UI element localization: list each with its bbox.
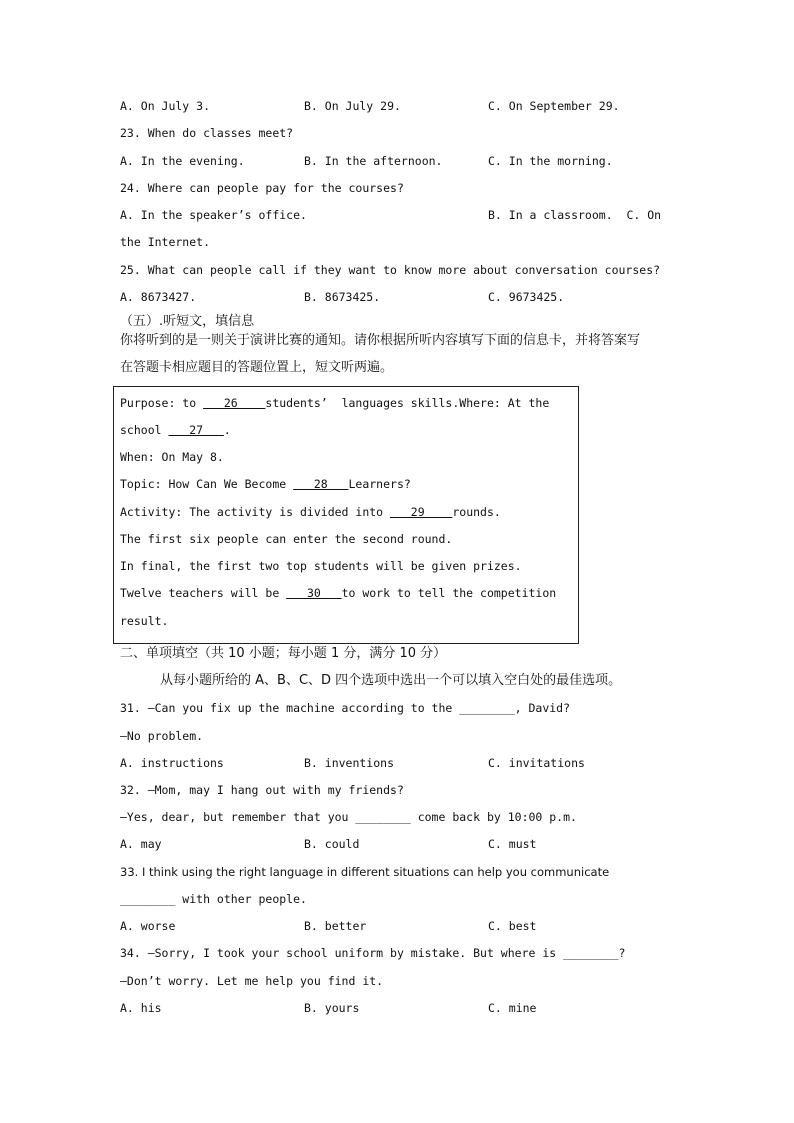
section5-instruction-line2: 在答题卡相应题目的答题位置上，短文听两遍。 — [120, 360, 394, 375]
q32-option-a: A. may — [120, 837, 162, 851]
section5-heading: （五）.听短文，填信息 — [120, 314, 255, 329]
q31-line1: 31. —Can you fix up the machine according to the ________, David? — [120, 701, 571, 715]
q34-line1: 34. —Sorry, I took your school uniform by mistake. But where is ________? — [120, 946, 626, 960]
q24-option-bc: B. In a classroom. C. On — [488, 208, 662, 222]
q25-question: 25. What can people call if they want to know more about conversation courses? — [120, 263, 661, 277]
card-teachers-line — [120, 585, 556, 601]
card-activity-line — [120, 504, 501, 520]
card-teachers-suffix: to work to tell the competition — [341, 586, 557, 600]
q32-option-b: B. could — [304, 837, 360, 851]
q31-line2: —No problem. — [120, 729, 204, 743]
card-teachers-prefix: Twelve teachers will be — [120, 586, 287, 600]
q34-option-c: C. mine — [488, 1001, 537, 1015]
q25-option-b: B. 8673425. — [304, 290, 381, 304]
card-school-suffix: . — [223, 423, 231, 437]
card-school-line — [120, 422, 231, 438]
section5-instruction-line1: 你将听到的是一则关于演讲比赛的通知。请你根据所听内容填写下面的信息卡，并将答案写 — [120, 333, 641, 348]
q33-option-b: B. better — [304, 919, 367, 933]
blank-29: 29 — [390, 505, 453, 519]
card-when-line: When: On May 8. — [120, 450, 224, 464]
q34-option-a: A. his — [120, 1001, 162, 1015]
q33-option-c: C. best — [488, 919, 537, 933]
q33-line2: ________ with other people. — [120, 892, 307, 906]
q24-question: 24. Where can people pay for the courses? — [120, 181, 404, 195]
card-purpose-line — [120, 395, 549, 411]
card-school-prefix: school — [120, 423, 169, 437]
card-purpose-suffix: students’ languages skills.Where: At the — [265, 396, 550, 410]
q33-option-a: A. worse — [120, 919, 176, 933]
card-prizes-line: In final, the first two top students will be given prizes. — [120, 559, 522, 573]
q23-option-c: C. In the morning. — [488, 154, 613, 168]
q31-option-b: B. inventions — [304, 756, 395, 770]
q22-option-c: C. On September 29. — [488, 99, 620, 113]
q25-option-c: C. 9673425. — [488, 290, 565, 304]
blank-27: 27 — [168, 423, 224, 437]
card-purpose-prefix: Purpose: to — [120, 396, 204, 410]
part2-heading: 二、单项填空（共 10 小题；每小题 1 分，满分 10 分） — [120, 646, 447, 661]
q24-option-c-continued: the Internet. — [120, 235, 211, 249]
q22-option-b: B. On July 29. — [304, 99, 401, 113]
q32-line2: —Yes, dear, but remember that you ________ come back by 10:00 p.m. — [120, 810, 577, 824]
q31-option-c: C. invitations — [488, 756, 585, 770]
q32-line1: 32. —Mom, may I hang out with my friends? — [120, 783, 404, 797]
q23-question: 23. When do classes meet? — [120, 126, 294, 140]
part2-instruction: 从每小题所给的 A、B、C、D 四个选项中选出一个可以填入空白处的最佳选项。 — [160, 673, 622, 688]
q22-option-a: A. On July 3. — [120, 99, 211, 113]
blank-26: 26 — [203, 396, 266, 410]
card-activity-suffix: rounds. — [452, 505, 501, 519]
q24-option-a: A. In the speaker’s office. — [120, 208, 307, 222]
q32-option-c: C. must — [488, 837, 537, 851]
q23-option-a: A. In the evening. — [120, 154, 245, 168]
card-topic-line — [120, 476, 411, 492]
q25-option-a: A. 8673427. — [120, 290, 197, 304]
blank-28: 28 — [293, 477, 349, 491]
q31-option-a: A. instructions — [120, 756, 224, 770]
card-result-line: result. — [120, 614, 169, 628]
q23-option-b: B. In the afternoon. — [304, 154, 443, 168]
card-topic-prefix: Topic: How Can We Become — [120, 477, 294, 491]
q34-option-b: B. yours — [304, 1001, 360, 1015]
card-round-line: The first six people can enter the second round. — [120, 532, 453, 546]
card-topic-suffix: Learners? — [348, 477, 411, 491]
card-activity-prefix: Activity: The activity is divided into — [120, 505, 391, 519]
q33-line1: 33. I think using the right language in different situations can help you communicate — [120, 865, 610, 879]
blank-30: 30 — [286, 586, 342, 600]
q34-line2: —Don’t worry. Let me help you find it. — [120, 974, 384, 988]
